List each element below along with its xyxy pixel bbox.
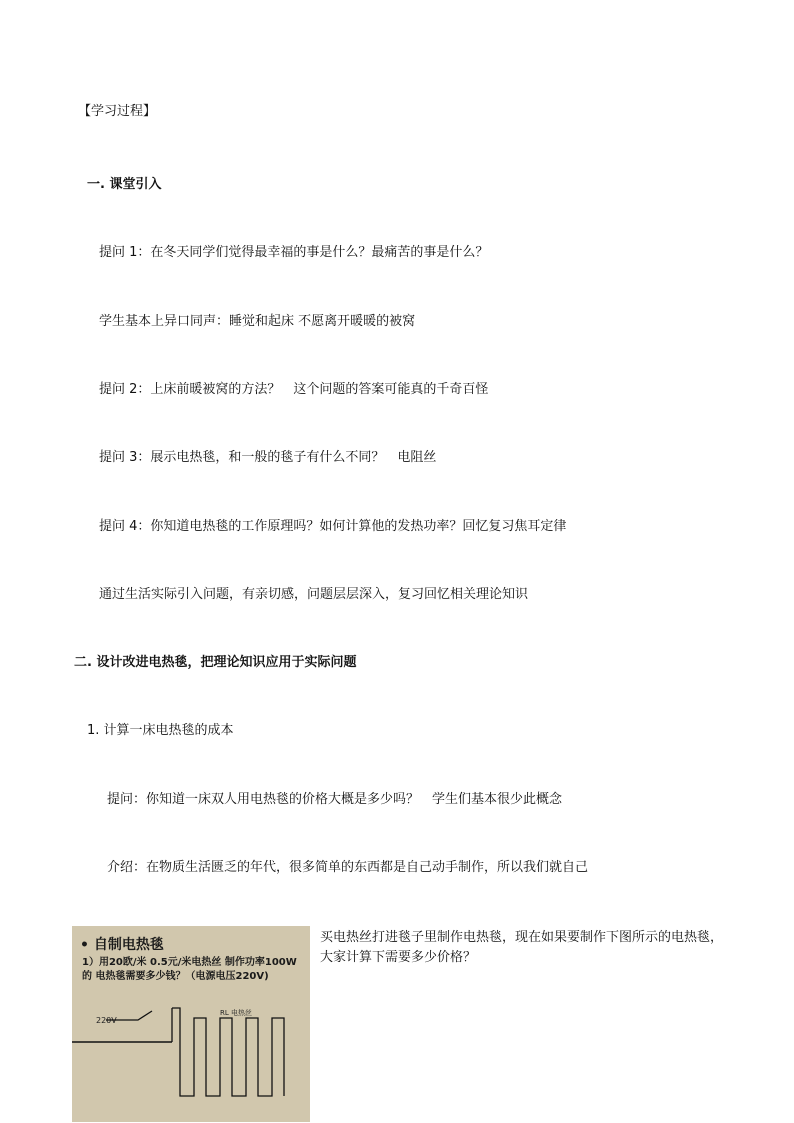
- price-question: 提问：你知道一床双人用电热毯的价格大概是多少吗？ 学生们基本很少此概念: [107, 792, 563, 807]
- intro-text: 介绍：在物质生活匮乏的年代，很多简单的东西都是自己动手制作，所以我们就自己: [107, 860, 589, 875]
- circuit-diagram: [72, 1004, 310, 1122]
- slide-question: 1）用20欧/米 0.5元/米电热丝 制作功率100W的 电热毯需要多少钱？（电源电压220V): [82, 957, 297, 982]
- question-2: 提问 2：上床前暖被窝的方法？ 这个问题的答案可能真的千奇百怪: [99, 382, 489, 397]
- element-label: RL 电热丝: [220, 1009, 252, 1017]
- question-4: 提问 4：你知道电热毯的工作原理吗？如何计算他的发热功率？回忆复习焦耳定律: [99, 519, 567, 534]
- voltage-label: 220V: [96, 1016, 117, 1025]
- question-3: 提问 3：展示电热毯，和一般的毯子有什么不同？ 电阻丝: [99, 450, 437, 465]
- student-answer: 学生基本上异口同声：睡觉和起床 不愿离开暖暖的被窝: [99, 314, 416, 329]
- part2-heading: 二. 设计改进电热毯，把理论知识应用于实际问题: [74, 655, 357, 670]
- sub-heading-cost: 1. 计算一床电热毯的成本: [87, 723, 234, 738]
- summary-text: 通过生活实际引入问题，有亲切感，问题层层深入，复习回忆相关理论知识: [99, 587, 529, 602]
- part1-heading: 一. 课堂引入: [87, 177, 162, 192]
- slide-image: [72, 926, 310, 1122]
- section-header: 【学习过程】: [78, 104, 157, 119]
- question-1: 提问 1：在冬天同学们觉得最幸福的事是什么？最痛苦的事是什么？: [99, 245, 489, 260]
- heating-wire: [172, 1008, 284, 1096]
- slide-title: • 自制电热毯: [80, 937, 164, 953]
- continuation-text: 买电热丝打进毯子里制作电热毯，现在如果要制作下图所示的电热毯，大家计算下需要多少价格？: [320, 930, 724, 965]
